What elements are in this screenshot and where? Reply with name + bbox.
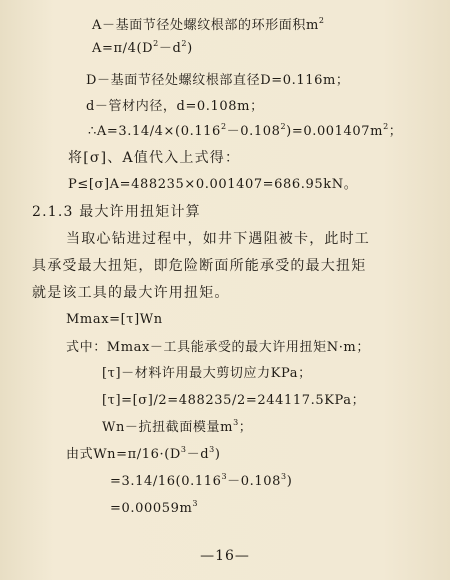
section-heading: 2.1.3 最大许用扭矩计算 (32, 204, 201, 220)
torque-formula-line: Mmax=[τ]Wn (66, 312, 163, 327)
wn-formula-line: 由式$Wn=\pi/16\cdot(D^3-d^3)$ (66, 445, 221, 462)
force-result-line: P≤[σ]A=488235×0.001407=686.95kN。 (68, 177, 358, 192)
area-calculation-line: $\therefore A=3.14/4\times(0.116^2-0.108^2)=0.001407m^2$； (88, 122, 403, 139)
definition-a-line: A－基面节径处螺纹根部的环形面积$m^2$ (92, 16, 325, 33)
paragraph-line-3: 就是该工具的最大许用扭矩。 (32, 285, 230, 301)
wn-result-line: $=0.00059m^3$ (110, 499, 199, 516)
definition-d-upper-line: D－基面节径处螺纹根部直径D=0.116m； (86, 73, 350, 88)
substitution-line: 将[σ]、A值代入上式得： (68, 150, 241, 166)
tau-calculation-line: [τ]=[σ]/2=488235/2=244117.5KPa； (102, 393, 366, 408)
where-mmax-line: 式中：Mmax－工具能承受的最大许用扭矩N·m； (66, 340, 370, 355)
area-formula-line: $A=\pi/4(D^2-d^2)$ (92, 39, 193, 56)
definition-wn-line: Wn－抗扭截面模量$m^3$； (102, 418, 253, 435)
wn-substitution-line: $=3.14/16(0.116^3-0.108^3)$ (110, 472, 293, 489)
page-number: —16— (200, 548, 250, 564)
paragraph-line-1: 当取心钻进过程中，如井下遇阻被卡，此时工 (66, 231, 370, 247)
definition-tau-line: [τ]－材料许用最大剪切应力KPa； (102, 366, 312, 381)
paragraph-line-2: 具承受最大扭矩，即危险断面所能承受的最大扭矩 (32, 258, 367, 274)
definition-d-lower-line: d－管材内径，d=0.108m； (86, 99, 264, 114)
